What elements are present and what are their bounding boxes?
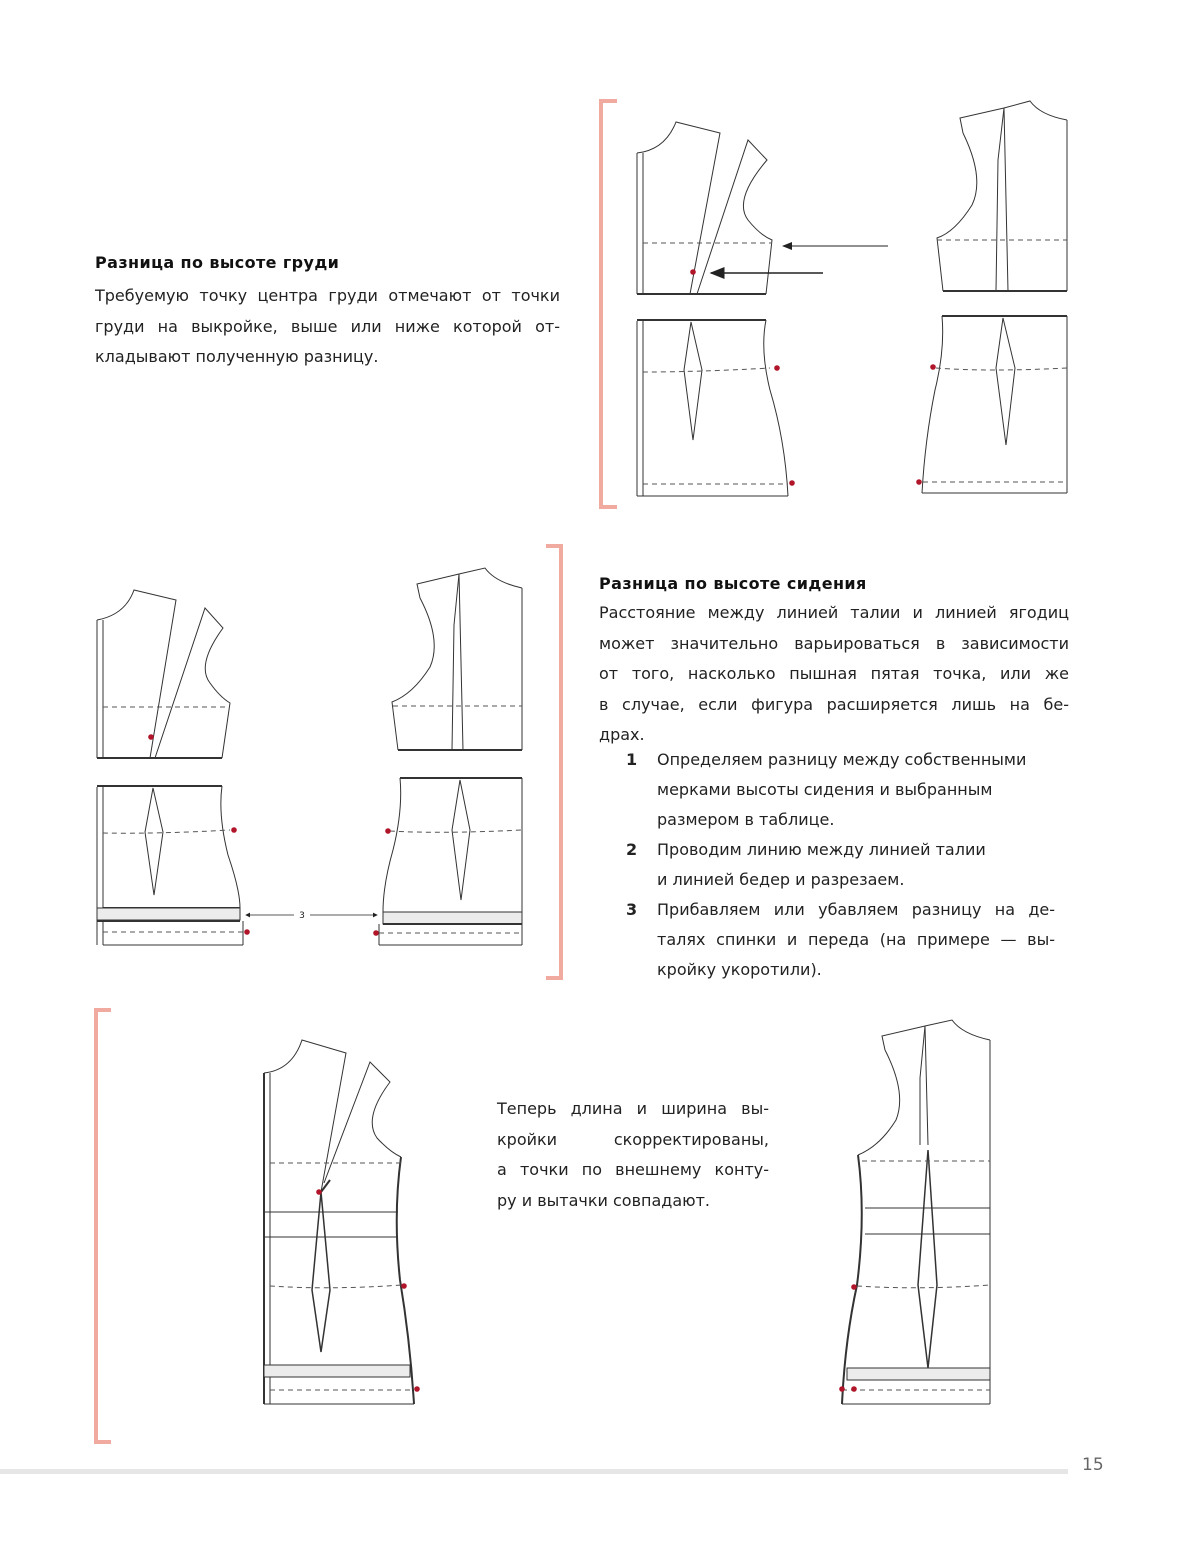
section-heading-seat-height: Разница по высоте сидения: [599, 574, 867, 593]
text-line: ру и вытачки совпадают.: [497, 1190, 711, 1210]
text-line: от того, насколько пышная пятая точка, или же: [599, 664, 1069, 683]
text-line: груди на выкройке, выше или ниже которой от-: [95, 316, 560, 336]
back-corrected: [264, 1040, 420, 1404]
text-line: размером в таблице.: [657, 810, 835, 829]
page-number: 15: [1082, 1455, 1104, 1475]
text-line: а точки по внешнему конту-: [497, 1160, 769, 1179]
text-line: может значительно варьироваться в зависимости: [599, 633, 1069, 653]
front-bodice-lower: [916, 316, 1067, 493]
back-bodice-upper: [637, 122, 823, 294]
text-line: Определяем разницу между собственными: [657, 750, 1027, 769]
footer-divider: [0, 1469, 1068, 1474]
text-line: Требуемую точку центра груди отмечают от точки: [95, 286, 560, 305]
bracket-right-middle: [546, 546, 561, 978]
figure-bust-height: [637, 101, 1067, 496]
front-corrected: [839, 1020, 990, 1404]
text-line: талях спинки и переда (на примере — вы-: [657, 930, 1055, 949]
figure-result: [264, 1020, 990, 1404]
section-heading-bust-height: Разница по высоте груди: [95, 253, 340, 272]
text-line: и линией бедер и разрезаем.: [657, 870, 905, 889]
step-number: 3: [626, 900, 638, 919]
step-number: 2: [626, 840, 638, 859]
text-line: Расстояние между линией талии и линией ягодиц: [599, 603, 1069, 622]
text-line: кладывают полученную разницу.: [95, 347, 379, 366]
front-bodice-lower: [373, 778, 522, 945]
back-bodice-lower: [637, 320, 795, 496]
text-line: драх.: [599, 725, 645, 744]
step-number: 1: [626, 750, 638, 769]
text-line: Теперь длина и ширина вы-: [497, 1099, 769, 1118]
dimension-label: 3: [299, 911, 305, 921]
front-bodice-upper: [392, 568, 522, 750]
text-line: Проводим линию между линией талии: [657, 840, 986, 859]
text-line: мерками высоты сидения и выбранным: [657, 780, 993, 799]
text-line: Прибавляем или убавляем разницу на де-: [657, 900, 1055, 919]
back-bodice-lower: [97, 786, 250, 945]
text-line: кройки скорректированы,: [497, 1129, 769, 1149]
figure-seat-height: [97, 568, 522, 945]
front-bodice-upper: [783, 101, 1067, 291]
accent-brackets: [96, 101, 617, 1442]
text-line: кройку укоротили).: [657, 960, 822, 979]
bracket-left-bottom: [96, 1010, 111, 1442]
back-bodice-upper: [97, 590, 230, 758]
bracket-left-top: [601, 101, 617, 507]
text-line: в случае, если фигура расширяется лишь на бе-: [599, 694, 1069, 714]
